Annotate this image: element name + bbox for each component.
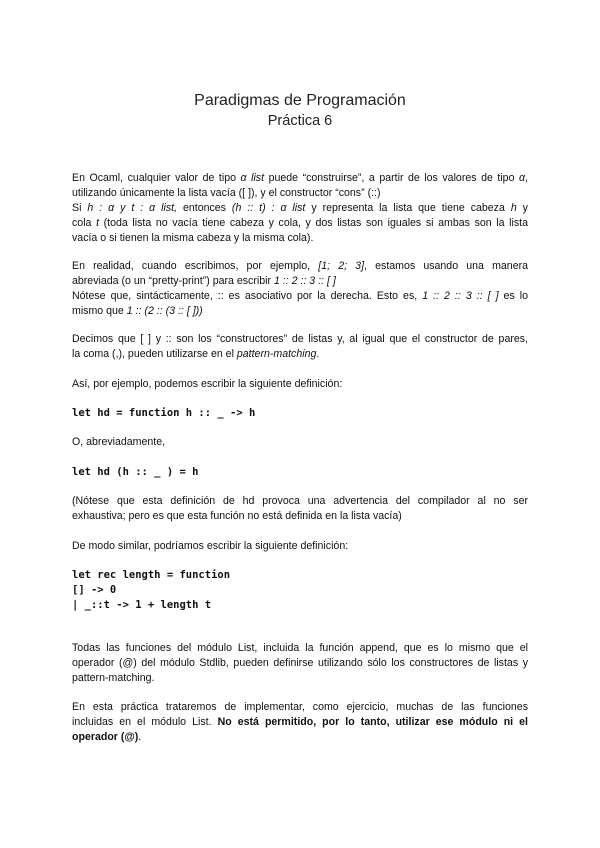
abreviadamente-text: O, abreviadamente, <box>72 436 166 448</box>
intro-paragraph <box>72 171 528 246</box>
nota-line-1: (Nótese que esta definición de hd provoca una advertencia del compilador al no ser <box>72 495 528 507</box>
constructores-line-2: la coma (,), pueden utilizarse en el pattern-matching. <box>72 348 320 360</box>
intro-line-1: En Ocaml, cualquier valor de tipo α list puede “construirse”, a partir de los valores de tipo α, <box>72 172 528 184</box>
code-length <box>72 568 230 613</box>
constructores-paragraph <box>72 332 528 362</box>
intro-line-5: vacía o si tienen la misma cabeza y la misma cola). <box>72 232 314 244</box>
practica-line-3: operador (@). <box>72 731 142 743</box>
practica-paragraph <box>72 700 528 745</box>
todas-line-3: pattern-matching. <box>72 672 155 684</box>
nota-line-2: exhaustiva; pero es que esta función no está definida en la lista vacía) <box>72 510 402 522</box>
todas-line-2: operador (@) del módulo Stdlib, pueden definirse utilizando sólo los constructores de listas y <box>72 657 528 669</box>
code-hd-function: let hd = function h :: _ -> h <box>72 407 256 419</box>
code-length-line-2: [] -> 0 <box>72 584 117 596</box>
intro-line-4: cola t (toda lista no vacía tiene cabeza y cola, y dos listas son iguales si ambas son la lista <box>72 217 528 229</box>
code-hd-abbrev: let hd (h :: _ ) = h <box>72 466 199 478</box>
constructores-line-1: Decimos que [ ] y :: son los “constructores” de listas y, al igual que el constructor de pares, <box>72 333 528 345</box>
practica-line-1: En esta práctica trataremos de implementar, como ejercicio, muchas de las funciones <box>72 701 528 713</box>
realidad-line-2: abreviada (o un “pretty-print”) para escribir 1 :: 2 :: 3 :: [ ] <box>72 275 336 287</box>
realidad-line-1: En realidad, cuando escribimos, por ejemplo, [1; 2; 3], estamos usando una manera <box>72 260 529 272</box>
realidad-line-3: Nótese que, sintácticamente, :: es asociativo por la derecha. Esto es, 1 :: 2 :: 3 :: [ ] es lo <box>72 290 528 302</box>
todas-line-1: Todas las funciones del módulo List, incluida la función append, que es lo mismo que el <box>72 642 528 654</box>
nota-paragraph <box>72 494 528 524</box>
code-length-line-1: let rec length = function <box>72 569 231 581</box>
realidad-paragraph <box>72 259 528 319</box>
intro-line-3: Si h : α y t : α list, entonces (h :: t) : α list y representa la lista que tiene cabeza h y <box>72 202 528 214</box>
code-length-line-3: | _::t -> 1 + length t <box>72 599 212 611</box>
todas-paragraph <box>72 641 528 686</box>
practica-line-2: incluidas en el módulo List. No está permitido, por lo tanto, utilizar ese módulo ni el <box>72 716 528 728</box>
page-subtitle: Práctica 6 <box>267 113 333 129</box>
similar-intro: De modo similar, podríamos escribir la siguiente definición: <box>72 540 349 552</box>
ejemplo-intro: Así, por ejemplo, podemos escribir la siguiente definición: <box>72 378 343 390</box>
realidad-line-4: mismo que 1 :: (2 :: (3 :: [ ])) <box>72 305 203 317</box>
page-title: Paradigmas de Programación <box>194 92 406 109</box>
intro-line-2: utilizando únicamente la lista vacía ([ ]), y el constructor “cons” (::) <box>72 187 381 199</box>
